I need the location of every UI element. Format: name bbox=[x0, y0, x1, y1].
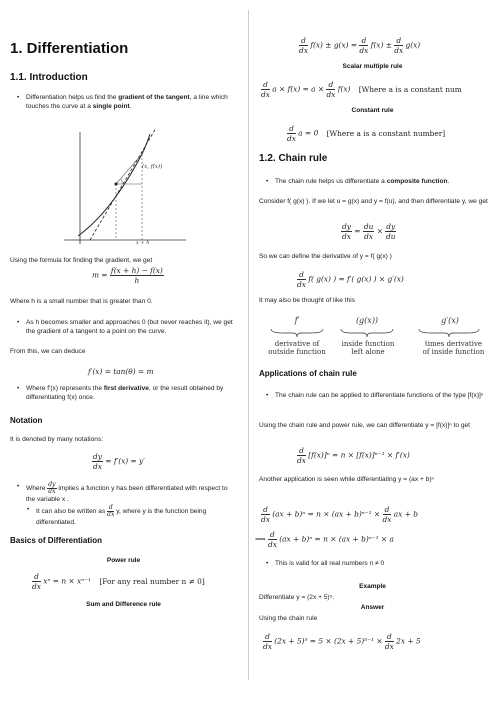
chain-frac-1-num: dy bbox=[342, 222, 351, 231]
power-rule-rhs: xⁿ = n × xⁿ⁻¹ bbox=[43, 576, 91, 586]
brace-3-top: g′(x) bbox=[441, 316, 459, 325]
define-rhs: f( g(x) ) = f′( g(x) ) × g′(x) bbox=[308, 274, 404, 284]
define-frac-num: d bbox=[297, 270, 306, 280]
scalar-rhs-2: f(x) bbox=[337, 84, 351, 94]
chain-frac-3 bbox=[385, 222, 396, 241]
answer-formula bbox=[263, 632, 421, 651]
implies-den: dx bbox=[48, 488, 56, 495]
chain-text-1: The chain rule helps us differentiate a bbox=[275, 178, 385, 185]
define-frac-den: dx bbox=[297, 280, 306, 289]
another-frac-2-den: dx bbox=[382, 515, 392, 524]
answer-frac-1 bbox=[263, 632, 272, 651]
example-caption: Example bbox=[359, 583, 386, 590]
another-frac-2 bbox=[383, 505, 392, 524]
constant-frac-den: dx bbox=[287, 134, 296, 143]
chain-frac-3-den: du bbox=[385, 232, 396, 241]
written-den: dx bbox=[107, 511, 115, 518]
chain-frac-2-den: dx bbox=[364, 232, 374, 241]
sum-rule-formula bbox=[299, 36, 420, 55]
sum-frac-2-num: d bbox=[359, 36, 368, 46]
deduce-text: From this, we can deduce bbox=[10, 348, 86, 355]
first-derivative-bold: first derivative bbox=[103, 385, 149, 392]
applications-heading: Applications of chain rule bbox=[259, 369, 357, 378]
scalar-frac-1-den: dx bbox=[261, 90, 270, 99]
brace-3-bottom bbox=[411, 340, 496, 356]
gradient-text: Using the formula for finding the gradient, we get bbox=[10, 257, 153, 264]
power-rule-fraction bbox=[32, 572, 41, 591]
answer-frac-2-num: d bbox=[385, 632, 394, 642]
chain-heading: 1.2. Chain rule bbox=[259, 153, 328, 164]
applications-bullet: • The chain rule can be applied to differentiate functions of the type [f(x)]ⁿ bbox=[275, 391, 489, 400]
brace-2-bottom-1: inside function bbox=[341, 340, 395, 348]
gradient-num: f(x + h) − f(x) bbox=[110, 266, 163, 275]
intro-bullet bbox=[26, 93, 238, 111]
basics-heading: Basics of Differentiation bbox=[10, 536, 103, 545]
answer-frac-2-den: dx bbox=[384, 642, 394, 651]
constant-caption: Constant rule bbox=[351, 107, 394, 114]
constant-frac bbox=[287, 124, 296, 143]
brace-1-top: f′ bbox=[294, 316, 300, 325]
another-frac-3-num: d bbox=[268, 530, 277, 540]
written-bullet bbox=[36, 505, 236, 527]
power-rule-caption: Power rule bbox=[106, 557, 141, 564]
chain-bold: composite function bbox=[386, 178, 448, 185]
answer-rhs-2: 2x + 5 bbox=[396, 636, 421, 646]
using-chain-text: Using the chain rule bbox=[259, 615, 318, 622]
brace-3-bottom-1: times derivative bbox=[424, 340, 483, 348]
scalar-frac-1 bbox=[261, 80, 270, 99]
brace-3-icon bbox=[419, 329, 479, 337]
constant-formula bbox=[287, 124, 445, 143]
brace-1-icon bbox=[271, 329, 323, 337]
notation-num: dy bbox=[93, 452, 102, 461]
gradient-lhs: m = bbox=[92, 270, 108, 280]
answer-frac-1-den: dx bbox=[263, 642, 272, 651]
scalar-frac-2-num: d bbox=[326, 80, 335, 90]
first-derivative-text-2: , or the result obtained by differentiating f(x) once. bbox=[26, 385, 224, 401]
written-text-2: y, where y is the function being differentiated. bbox=[36, 508, 207, 526]
intro-bold-2: single point bbox=[92, 103, 130, 110]
using-frac-den: dx bbox=[297, 456, 306, 465]
implies-num: dy bbox=[48, 481, 56, 488]
chain-frac-2-num: du bbox=[363, 222, 374, 231]
first-derivative-bullet bbox=[26, 384, 238, 402]
secant-line bbox=[116, 154, 142, 184]
another-frac-3-den: dx bbox=[267, 540, 277, 549]
chain-frac-1 bbox=[341, 222, 352, 241]
implies-fraction bbox=[47, 482, 56, 495]
notation-fraction bbox=[92, 452, 103, 471]
sum-frac-3 bbox=[394, 36, 403, 55]
brace-2-icon bbox=[341, 329, 393, 337]
another-rhs-2: (ax + b)ⁿ = n × (ax + b)ⁿ⁻¹ × a bbox=[279, 534, 394, 544]
written-frac bbox=[107, 504, 115, 518]
chain-formula: $\frac{dy}{dx}$ = $\frac{du}{dx}$ × $\frac{dy}{du}$ bbox=[342, 222, 396, 241]
sum-rhs-2: f(x) ± bbox=[370, 40, 392, 50]
notation-text: It is denoted by many notations: bbox=[10, 436, 104, 443]
consider-text: Consider f( g(x) ). If we let u = g(x) and y = f(u), and then differentiate y, we get bbox=[259, 198, 488, 205]
sum-rule-caption: Sum and Difference rule bbox=[86, 601, 161, 608]
another-text: Another application is seen while differentiating y = (ax + b)ⁿ bbox=[259, 476, 434, 483]
implies-frac bbox=[47, 481, 56, 495]
another-frac-1-den: dx bbox=[261, 515, 270, 524]
define-frac bbox=[297, 270, 306, 289]
implies-bullet bbox=[26, 482, 238, 504]
implies-text: implies a function y has been differentiated with respect to the variable x . bbox=[26, 485, 228, 503]
using-rhs: [f(x)]ⁿ = n × [f(x)]ⁿ⁻¹ × f′(x) bbox=[308, 450, 410, 460]
scalar-caption: Scalar multiple rule bbox=[342, 63, 403, 70]
answer-frac-2 bbox=[385, 632, 394, 651]
constant-rhs: a = 0 bbox=[298, 128, 319, 138]
intro-bold-1: gradient of the tangent bbox=[118, 94, 190, 101]
point-marker bbox=[115, 183, 118, 186]
written-num: d bbox=[108, 504, 113, 511]
notation-heading: Notation bbox=[10, 416, 43, 425]
curve bbox=[78, 134, 150, 236]
implies-arrow-icon: ⟹ bbox=[255, 534, 266, 544]
sum-frac-1-den: dx bbox=[299, 46, 308, 55]
sum-frac-1 bbox=[299, 36, 308, 55]
sum-rhs-3: g(x) bbox=[405, 40, 421, 50]
another-rhs-1b: ax + b bbox=[393, 509, 418, 519]
another-formula-1 bbox=[261, 505, 418, 524]
scalar-note: [Where a is a constant num bbox=[358, 84, 462, 94]
chain-text-2: . bbox=[447, 178, 450, 185]
sum-frac-3-den: dx bbox=[394, 46, 404, 55]
tangent-graph bbox=[60, 124, 200, 248]
using-formula bbox=[297, 446, 410, 465]
chain-frac-3-num: dy bbox=[386, 222, 396, 231]
chain-bullet bbox=[275, 177, 489, 186]
written-text-1: It can also be written as bbox=[36, 508, 106, 515]
example-text: Differentiate y = (2x + 5)⁵. bbox=[259, 594, 335, 601]
power-rule-formula bbox=[32, 572, 205, 591]
scalar-rhs-1: a × f(x) = a × bbox=[272, 84, 325, 94]
power-rule-num: d bbox=[32, 572, 41, 582]
define-formula bbox=[297, 270, 404, 289]
power-rule-den: dx bbox=[32, 582, 41, 591]
using-text: Using the chain rule and power rule, we can differentiate y = [f(x)]ⁿ to get bbox=[259, 422, 471, 429]
constant-note: [Where a is a constant number] bbox=[326, 128, 446, 138]
sum-rhs-1: f(x) ± g(x) = bbox=[310, 40, 358, 50]
scalar-frac-2-den: dx bbox=[326, 90, 336, 99]
notation-rhs: = f′(x) = y′ bbox=[105, 456, 145, 466]
answer-caption: Answer bbox=[360, 604, 385, 611]
scalar-frac-2 bbox=[326, 80, 335, 99]
gradient-formula bbox=[92, 266, 164, 285]
intro-heading: 1.1. Introduction bbox=[10, 72, 88, 83]
brace-1-bottom bbox=[257, 340, 337, 356]
chain-frac-2 bbox=[363, 222, 375, 241]
another-frac-3 bbox=[268, 530, 277, 549]
scalar-formula bbox=[261, 80, 462, 99]
brace-underlines bbox=[249, 327, 496, 339]
brace-2-bottom-2: left alone bbox=[351, 348, 385, 356]
answer-rhs-1: (2x + 5)⁵ = 5 × (2x + 5)⁵⁻¹ × bbox=[274, 636, 383, 646]
notation-formula bbox=[92, 452, 145, 471]
brace-2-top: (g(x)) bbox=[355, 316, 379, 325]
another-frac-1 bbox=[261, 505, 270, 524]
using-frac-num: d bbox=[297, 446, 306, 456]
using-frac bbox=[297, 446, 306, 465]
intro-text-3: . bbox=[129, 103, 132, 110]
constant-frac-num: d bbox=[287, 124, 296, 134]
another-frac-1-num: d bbox=[261, 505, 270, 515]
chain-frac-1-den: dx bbox=[342, 232, 351, 241]
power-rule-note: [For any real number n ≠ 0] bbox=[99, 576, 205, 586]
gradient-den: h bbox=[134, 276, 140, 285]
notation-den: dx bbox=[93, 462, 102, 471]
another-frac-2-num: d bbox=[383, 505, 392, 515]
first-derivative-text-1: Where f′(x) represents the bbox=[26, 385, 102, 392]
graph-point-label: (x, f(x)) bbox=[142, 164, 163, 170]
sum-frac-2 bbox=[359, 36, 368, 55]
define-text: So we can define the derivative of y = f( g(x) ) bbox=[259, 253, 392, 260]
implies-prefix: Where bbox=[26, 485, 46, 492]
brace-3-bottom-2: of inside function bbox=[422, 348, 485, 356]
intro-text-2: , a line which touches the curve at a bbox=[26, 94, 228, 110]
where-h-text: Where h is a small number that is greater than 0. bbox=[10, 298, 153, 305]
sum-frac-1-num: d bbox=[299, 36, 308, 46]
thought-text: It may also be thought of like this bbox=[259, 297, 356, 304]
gradient-fraction bbox=[110, 266, 164, 285]
brace-2-bottom bbox=[331, 340, 405, 356]
scalar-frac-1-num: d bbox=[261, 80, 270, 90]
answer-frac-1-num: d bbox=[263, 632, 272, 642]
written-fraction bbox=[107, 505, 114, 518]
intro-text-1: Differentiation helps us find the bbox=[26, 94, 117, 101]
graph-xh-label: x + h bbox=[136, 240, 150, 246]
theta-arc bbox=[121, 179, 122, 184]
another-formula-2 bbox=[255, 530, 394, 549]
page-title: 1. Differentiation bbox=[10, 40, 129, 57]
brace-1-bottom-1: derivative of bbox=[274, 340, 320, 348]
sum-frac-2-den: dx bbox=[359, 46, 369, 55]
deduce-formula: f′(x) = tan(θ) = m bbox=[88, 367, 154, 376]
another-rhs-1: (ax + b)ⁿ = n × (ax + b)ⁿ⁻¹ × bbox=[272, 509, 381, 519]
valid-bullet: • This is valid for all real numbers n ≠ 0 bbox=[275, 559, 489, 568]
as-h-bullet: • As h becomes smaller and approaches 0 (but never reaches it), we get the gradient of a tangent to a point on the curve. bbox=[26, 318, 238, 336]
sum-frac-3-num: d bbox=[394, 36, 403, 46]
brace-1-bottom-2: outside function bbox=[268, 348, 326, 356]
